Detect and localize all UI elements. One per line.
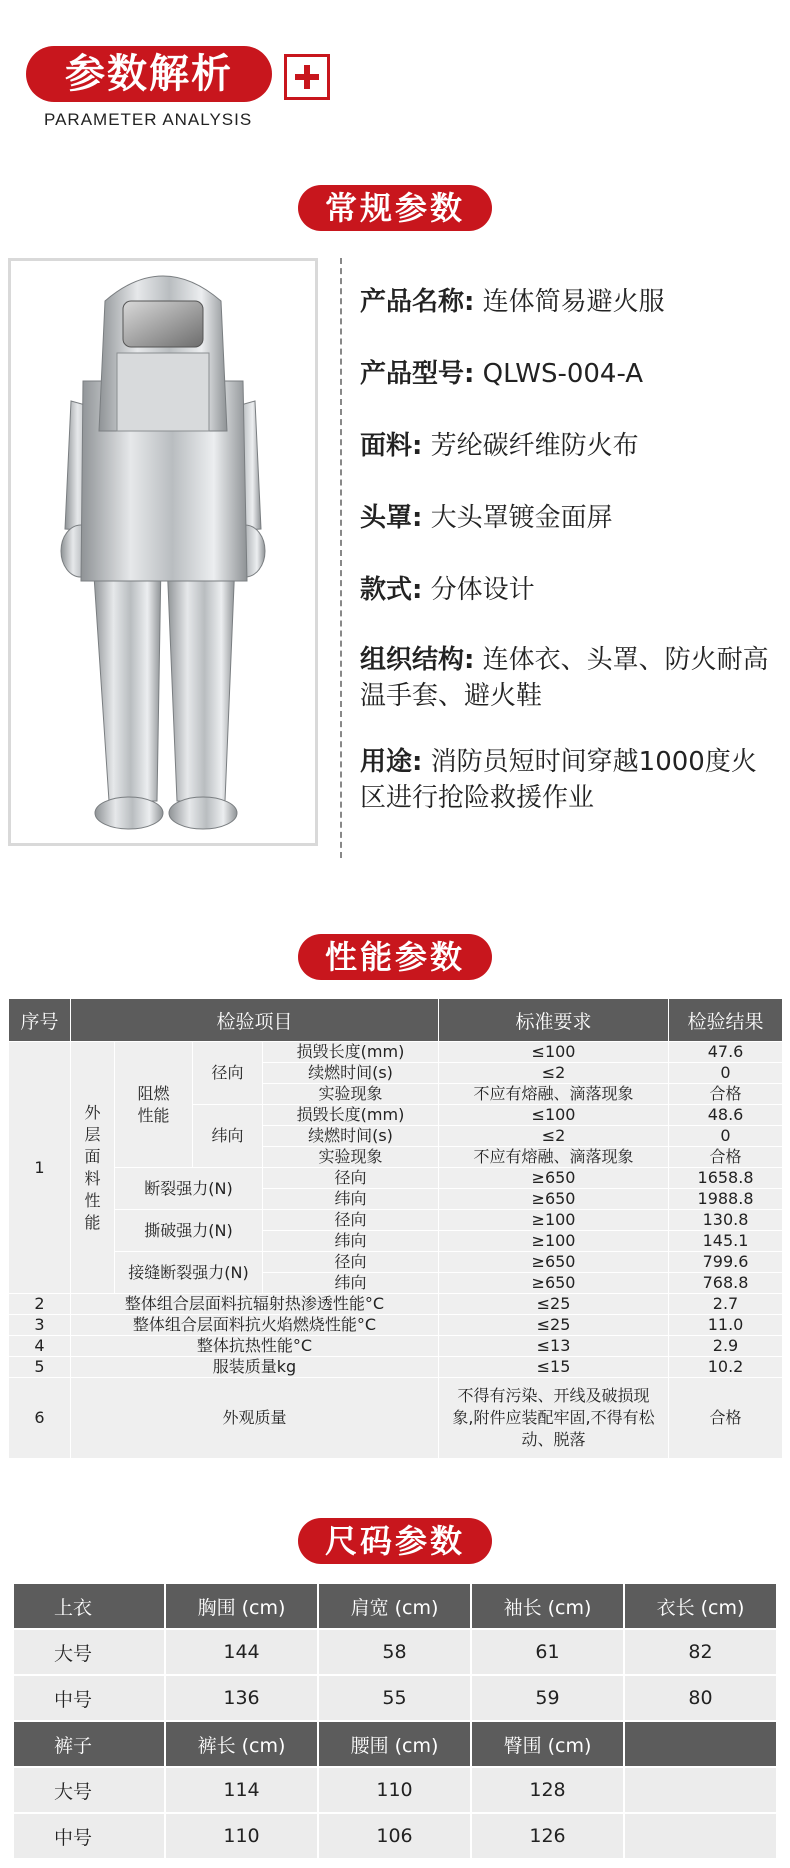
table-row: 实验现象 不应有熔融、滴落现象 合格 xyxy=(9,1147,783,1168)
table-row: 接缝断裂强力(N) 径向 ≥650 799.6 xyxy=(9,1252,783,1273)
header-title: 参数解析 xyxy=(26,46,272,102)
spec-structure: 组织结构: 连体衣、头罩、防火耐高温手套、避火鞋 xyxy=(360,645,769,711)
outer-fabric-label: 外层面料性能 xyxy=(71,1042,115,1294)
table-row: 撕破强力(N) 径向 ≥100 130.8 xyxy=(9,1210,783,1231)
spec-model: 产品型号: QLWS-004-A xyxy=(360,359,644,389)
spec-style: 款式: 分体设计 xyxy=(360,575,535,605)
table-row: 纬向 ≥100 145.1 xyxy=(9,1231,783,1252)
spec-product-name: 产品名称: 连体简易避火服 xyxy=(360,287,665,317)
table-row: 纬向 ≥650 768.8 xyxy=(9,1273,783,1294)
table-row: 断裂强力(N) 径向 ≥650 1658.8 xyxy=(9,1168,783,1189)
header-result: 检验结果 xyxy=(669,999,783,1042)
spec-hood: 头罩: 大头罩镀金面屏 xyxy=(360,503,613,533)
table-row: 实验现象 不应有熔融、滴落现象 合格 xyxy=(9,1084,783,1105)
table-header-row xyxy=(9,999,783,1042)
table-row: 5 服装质量kg ≤15 10.2 xyxy=(9,1357,783,1378)
table-row: 中号 136 55 59 80 xyxy=(13,1675,777,1721)
table-row: 1 外层面料性能 阻燃性能 径向 损毁长度(mm) ≤100 47.6 xyxy=(9,1042,783,1063)
header-no: 序号 xyxy=(9,999,71,1042)
table-row: 3 整体组合层面料抗火焰燃烧性能°C ≤25 11.0 xyxy=(9,1315,783,1336)
section-title-performance: 性能参数 xyxy=(298,934,492,980)
flame-label: 阻燃性能 xyxy=(115,1042,193,1168)
table-row: 大号 144 58 61 82 xyxy=(13,1629,777,1675)
section-title-general: 常规参数 xyxy=(298,185,492,231)
fire-suit-illustration xyxy=(11,261,315,843)
size-header-top: 上衣 胸围 (cm) 肩宽 (cm) 袖长 (cm) 衣长 (cm) xyxy=(13,1583,777,1629)
size-header-pants: 裤子 裤长 (cm) 腰围 (cm) 臀围 (cm) xyxy=(13,1721,777,1767)
spec-usage: 用途: 消防员短时间穿越1000度火区进行抢险救援作业 xyxy=(360,747,757,813)
size-table xyxy=(12,1582,778,1860)
table-row: 4 整体抗热性能°C ≤13 2.9 xyxy=(9,1336,783,1357)
plus-box-icon xyxy=(284,54,330,100)
table-row: 纬向 ≥650 1988.8 xyxy=(9,1189,783,1210)
section-title-size: 尺码参数 xyxy=(298,1518,492,1564)
dashed-divider xyxy=(340,258,342,858)
table-row: 续燃时间(s) ≤2 0 xyxy=(9,1063,783,1084)
table-row: 2 整体组合层面料抗辐射热渗透性能°C ≤25 2.7 xyxy=(9,1294,783,1315)
table-row: 纬向 损毁长度(mm) ≤100 48.6 xyxy=(9,1105,783,1126)
header-subtitle: PARAMETER ANALYSIS xyxy=(44,110,253,129)
spec-fabric: 面料: 芳纶碳纤维防火布 xyxy=(360,431,639,461)
product-photo xyxy=(8,258,318,846)
table-row: 中号 110 106 126 xyxy=(13,1813,777,1859)
table-row: 大号 114 110 128 xyxy=(13,1767,777,1813)
performance-table xyxy=(8,998,783,1459)
table-row: 续燃时间(s) ≤2 0 xyxy=(9,1126,783,1147)
header-item: 检验项目 xyxy=(71,999,439,1042)
header-standard: 标准要求 xyxy=(439,999,669,1042)
table-row: 6 外观质量 不得有污染、开线及破损现象,附件应装配牢固,不得有松动、脱落 合格 xyxy=(9,1378,783,1459)
